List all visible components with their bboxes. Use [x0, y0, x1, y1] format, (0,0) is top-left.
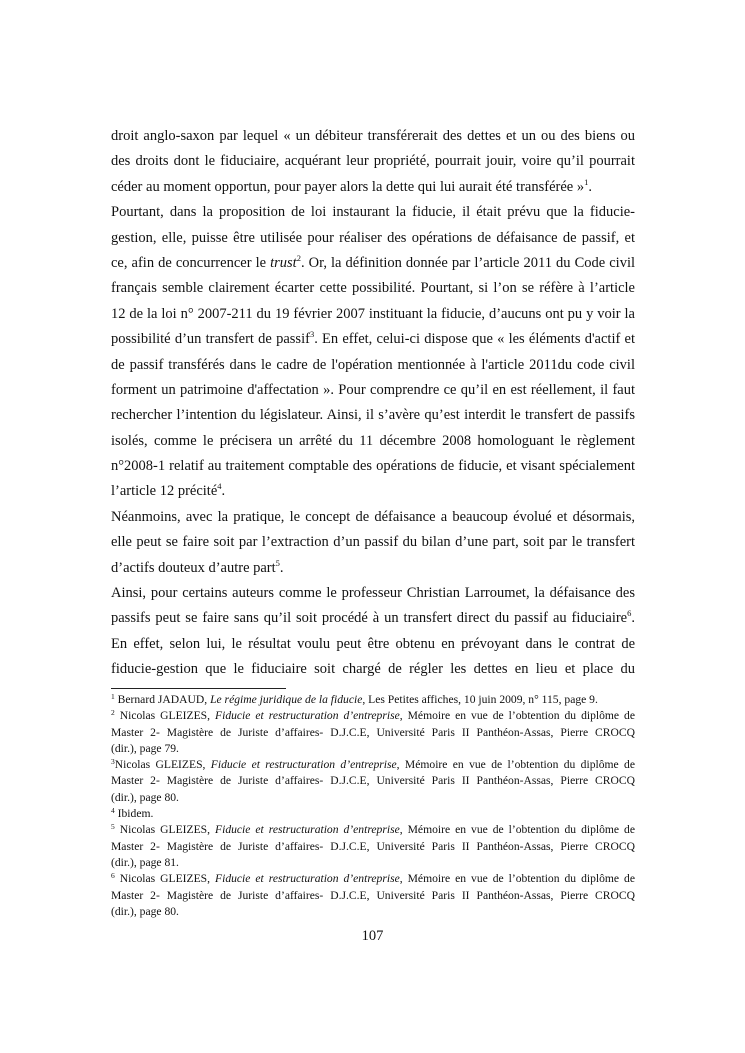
body-line: Ainsi, pour certains auteurs comme le professeur Christian Larroumet, la défaisance des: [111, 585, 635, 602]
body-line: céder au moment opportun, pour payer alors la dette qui lui aurait été transférée »$^1$.: [111, 176, 592, 195]
body-text: [111, 124, 635, 683]
footnote-line: (dir.), page 81.: [111, 855, 179, 869]
body-line: 12 de la loi n° 2007-211 du 19 février 2007 instituant la fiducie, d’aucuns ont pu y voir la: [111, 305, 635, 322]
footnote-separator: [111, 688, 286, 689]
footnote-line: Master 2- Magistère de Juriste d’affaires- D.J.C.E, Université Paris II Panthéon-Assas, Pierre CROCQ: [111, 888, 635, 902]
footnote-line: (dir.), page 80.: [111, 904, 179, 918]
footnote-line: Master 2- Magistère de Juriste d’affaires- D.J.C.E, Université Paris II Panthéon-Assas, Pierre CROCQ: [111, 839, 635, 853]
body-line: Néanmoins, avec la pratique, le concept de défaisance a beaucoup évolué et désormais,: [111, 508, 635, 525]
footnote-1: $^1$ Bernard JADAUD, Le régime juridique de la fiducie, Les Petites affiches, 10 juin 2009, n° 115, page 9.: [111, 692, 598, 706]
body-line: possibilité d’un transfert de passif$^3$. En effet, celui-ci dispose que « les éléments d'actif et: [111, 329, 636, 348]
footnote-ref[interactable]: 6: [627, 608, 632, 619]
footnote-6: $^6$ Nicolas GLEIZES, Fiducie et restructuration d’entreprise, Mémoire en vue de l’obtention du diplôme de: [111, 871, 635, 886]
footnote-ref[interactable]: 3: [309, 329, 315, 340]
body-line: elle peut se faire soit par l’extraction d’un passif du bilan d’une part, soit par le transfert: [111, 534, 635, 551]
body-line: l’article 12 précité$^4$.: [111, 481, 226, 500]
footnote-3: $^3$Nicolas GLEIZES, Fiducie et restructuration d’entreprise, Mémoire en vue de l’obtention du diplôme de: [111, 757, 635, 772]
footnote-line: Master 2- Magistère de Juriste d’affaires- D.J.C.E, Université Paris II Panthéon-Assas, Pierre CROCQ: [111, 725, 635, 739]
page-number: 107: [361, 928, 384, 944]
footnote-ref[interactable]: 1: [584, 176, 589, 187]
footnote-ref[interactable]: 4: [217, 481, 222, 492]
footnote-line: Master 2- Magistère de Juriste d’affaires- D.J.C.E, Université Paris II Panthéon-Assas, Pierre CROCQ: [111, 774, 635, 788]
body-line: passifs peut se faire sans qu’il soit procédé à un transfert direct du passif au fiduciaire$^6$.: [111, 608, 635, 627]
footnote-4: $^4$ Ibidem.: [111, 806, 154, 821]
body-line: de passif transférés dans le cadre de l'opération mentionnée à l'article 2011du code civil: [111, 356, 635, 373]
body-line: gestion, elle, puisse être utilisée pour réaliser des opérations de défaisance de passif, et: [111, 229, 635, 246]
body-line: ce, afin de concurrencer le trust$^2$. Or, la définition donnée par l’article 2011 du Code civil: [111, 252, 636, 271]
body-line: isolés, comme le précisera un arrêté du 11 décembre 2008 homologuant le règlement: [111, 432, 635, 449]
emphasis-trust: trust: [270, 254, 297, 271]
body-line: droit anglo-saxon par lequel « un débiteur transférerait des dettes et un ou des biens ou: [111, 128, 635, 144]
footnote-line: (dir.), page 79.: [111, 741, 179, 755]
footnote-ref[interactable]: 2: [296, 252, 301, 263]
body-line: En effet, selon lui, le résultat voulu peut être obtenu en prévoyant dans le contrat de: [111, 635, 635, 652]
footnote-2: $^2$ Nicolas GLEIZES, Fiducie et restructuration d’entreprise, Mémoire en vue de l’obtention du diplôme de: [111, 708, 635, 723]
body-line: n°2008-1 relatif au traitement comptable des opérations de fiducie, et visant spécialement: [111, 458, 635, 475]
footnote-line: (dir.), page 80.: [111, 790, 179, 804]
body-line: des droits dont le fiduciaire, acquérant leur propriété, pourrait jouir, voire qu’il pourrait: [111, 153, 635, 170]
body-line: Pourtant, dans la proposition de loi instaurant la fiducie, il était prévu que la fiducie-: [111, 204, 635, 221]
footnote-5: $^5$ Nicolas GLEIZES, Fiducie et restructuration d’entreprise, Mémoire en vue de l’obtention du diplôme de: [111, 822, 635, 837]
body-line: français semble clairement écarter cette possibilité. Pourtant, si l’on se réfère à l’article: [111, 280, 635, 297]
body-line: rechercher l’intention du législateur. Ainsi, il s’avère qu’est interdit le transfert de passifs: [111, 407, 635, 424]
footnote-ref[interactable]: 5: [275, 557, 280, 568]
body-line: forment un patrimoine d'affectation ». Pour comprendre ce qu’il en est réellement, il faut: [111, 381, 635, 398]
footnotes: [111, 692, 635, 920]
body-line: d’actifs douteux d’autre part$^5$.: [111, 557, 284, 576]
body-line: fiducie-gestion que le fiduciaire soit chargé de régler les dettes en lieu et place du: [111, 661, 635, 678]
